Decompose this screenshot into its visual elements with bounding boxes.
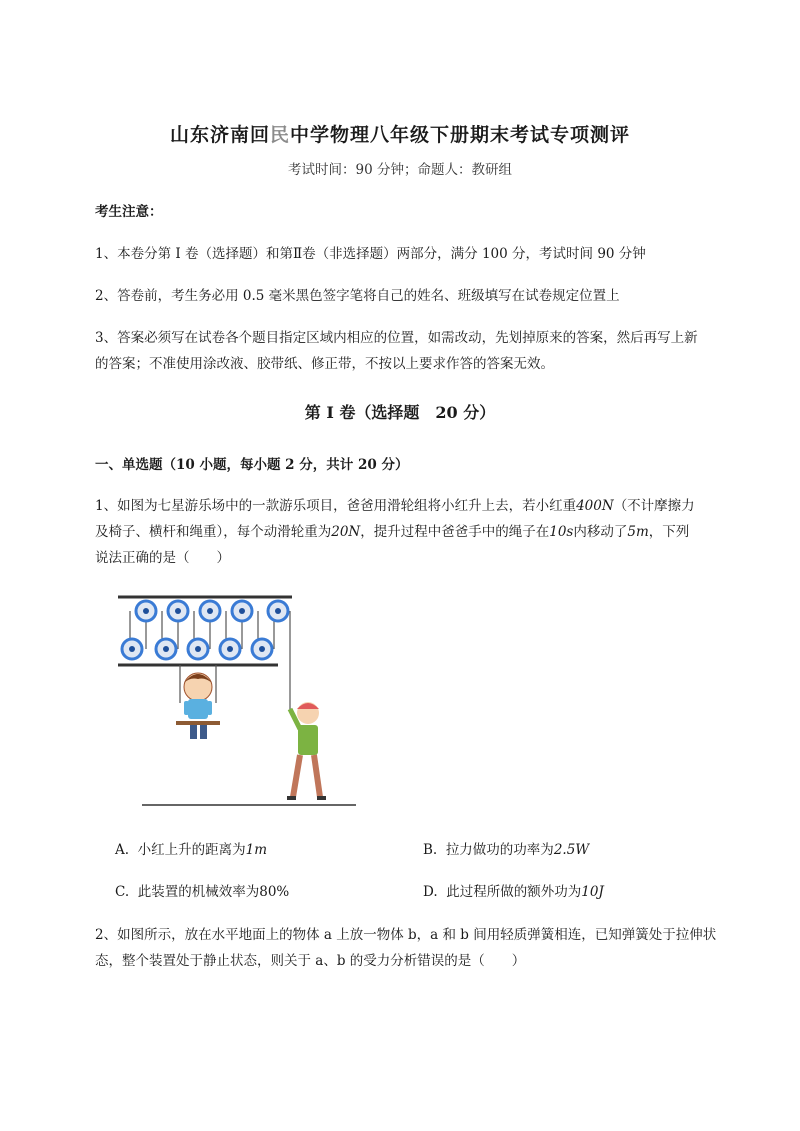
q1-text: 内移动了 bbox=[573, 524, 628, 540]
movable-pulleys bbox=[122, 639, 272, 659]
notice-item-1: 1、本卷分第 I 卷（选择题）和第Ⅱ卷（非选择题）两部分，满分 100 分，考试时间 90 分钟 bbox=[95, 246, 646, 262]
option-text: 此过程所做的额外功为 bbox=[446, 884, 582, 900]
option-value: 80% bbox=[259, 884, 290, 900]
q1-text: ，提升过程中爸爸手中的绳子在 bbox=[360, 524, 550, 540]
page-title bbox=[0, 120, 800, 147]
q1-line-2 bbox=[95, 519, 720, 545]
option-text: 此装置的机械效率为 bbox=[137, 884, 260, 900]
adult-pulling bbox=[287, 702, 326, 800]
option-c[interactable] bbox=[115, 880, 289, 900]
fixed-pulleys bbox=[136, 601, 288, 621]
notice-heading: 考生注意： bbox=[95, 204, 163, 220]
exam-subtitle: 考试时间：90 分钟；命题人：教研组 bbox=[288, 162, 512, 178]
q1-line-3: 说法正确的是（ ） bbox=[95, 550, 230, 566]
q1-text: （不计摩擦力 bbox=[613, 498, 695, 514]
q1-time: 10s bbox=[549, 524, 574, 540]
option-label: D. bbox=[423, 884, 438, 900]
title-part-2: 民 bbox=[269, 124, 290, 146]
title-part-1: 山东济南回 bbox=[169, 124, 270, 146]
option-value: 1m bbox=[245, 842, 268, 858]
title-part-3: 中学物理八年级下册期末考试专项测评 bbox=[290, 124, 631, 146]
part-title: 一、单选题（10 小题，每小题 2 分，共计 20 分） bbox=[95, 457, 409, 473]
q1-stem bbox=[95, 493, 720, 571]
option-b[interactable] bbox=[423, 838, 589, 858]
option-d[interactable] bbox=[423, 880, 604, 900]
q1-text: 及椅子、横杆和绳重），每个动滑轮重为 bbox=[95, 524, 332, 540]
option-value: 2.5W bbox=[553, 842, 590, 858]
q1-weight: 400N bbox=[576, 498, 614, 514]
option-label: C. bbox=[115, 884, 130, 900]
notice-item-3a: 3、答案必须写在试卷各个题目指定区域内相应的位置，如需改动，先划掉原来的答案，然后再写上新 bbox=[95, 330, 698, 346]
option-text: 拉力做功的功率为 bbox=[445, 842, 554, 858]
q1-text: 1、如图为七星游乐场中的一款游乐项目，爸爸用滑轮组将小红升上去，若小红重 bbox=[95, 498, 577, 514]
option-text: 小红上升的距离为 bbox=[137, 842, 246, 858]
q2-stem bbox=[95, 922, 720, 974]
pulley-illustration bbox=[110, 585, 370, 815]
q2-line-2: 态，整个装置处于静止状态，则关于 a、b 的受力分析错误的是（ ） bbox=[95, 953, 526, 969]
q1-pulley-weight: 20N bbox=[331, 524, 361, 540]
option-a[interactable] bbox=[115, 838, 267, 858]
notice-item-2: 2、答卷前，考生务必用 0.5 毫米黑色签字笔将自己的姓名、班级填写在试卷规定位置上 bbox=[95, 288, 620, 304]
q1-text: ，下列 bbox=[648, 524, 690, 540]
option-label: B. bbox=[423, 842, 438, 858]
child-on-swing bbox=[176, 673, 220, 739]
q2-line-1: 2、如图所示，放在水平地面上的物体 a 上放一物体 b，a 和 b 间用轻质弹簧相连，已知弹簧处于拉伸状 bbox=[95, 927, 717, 943]
q1-distance: 5m bbox=[627, 524, 649, 540]
option-value: 10J bbox=[581, 884, 604, 900]
option-label: A. bbox=[115, 842, 130, 858]
notice-item-3b: 的答案；不准使用涂改液、胶带纸、修正带，不按以上要求作答的答案无效。 bbox=[95, 356, 554, 372]
section-title: 第 I 卷（选择题 20 分） bbox=[304, 403, 496, 422]
q1-line-1 bbox=[95, 493, 720, 519]
